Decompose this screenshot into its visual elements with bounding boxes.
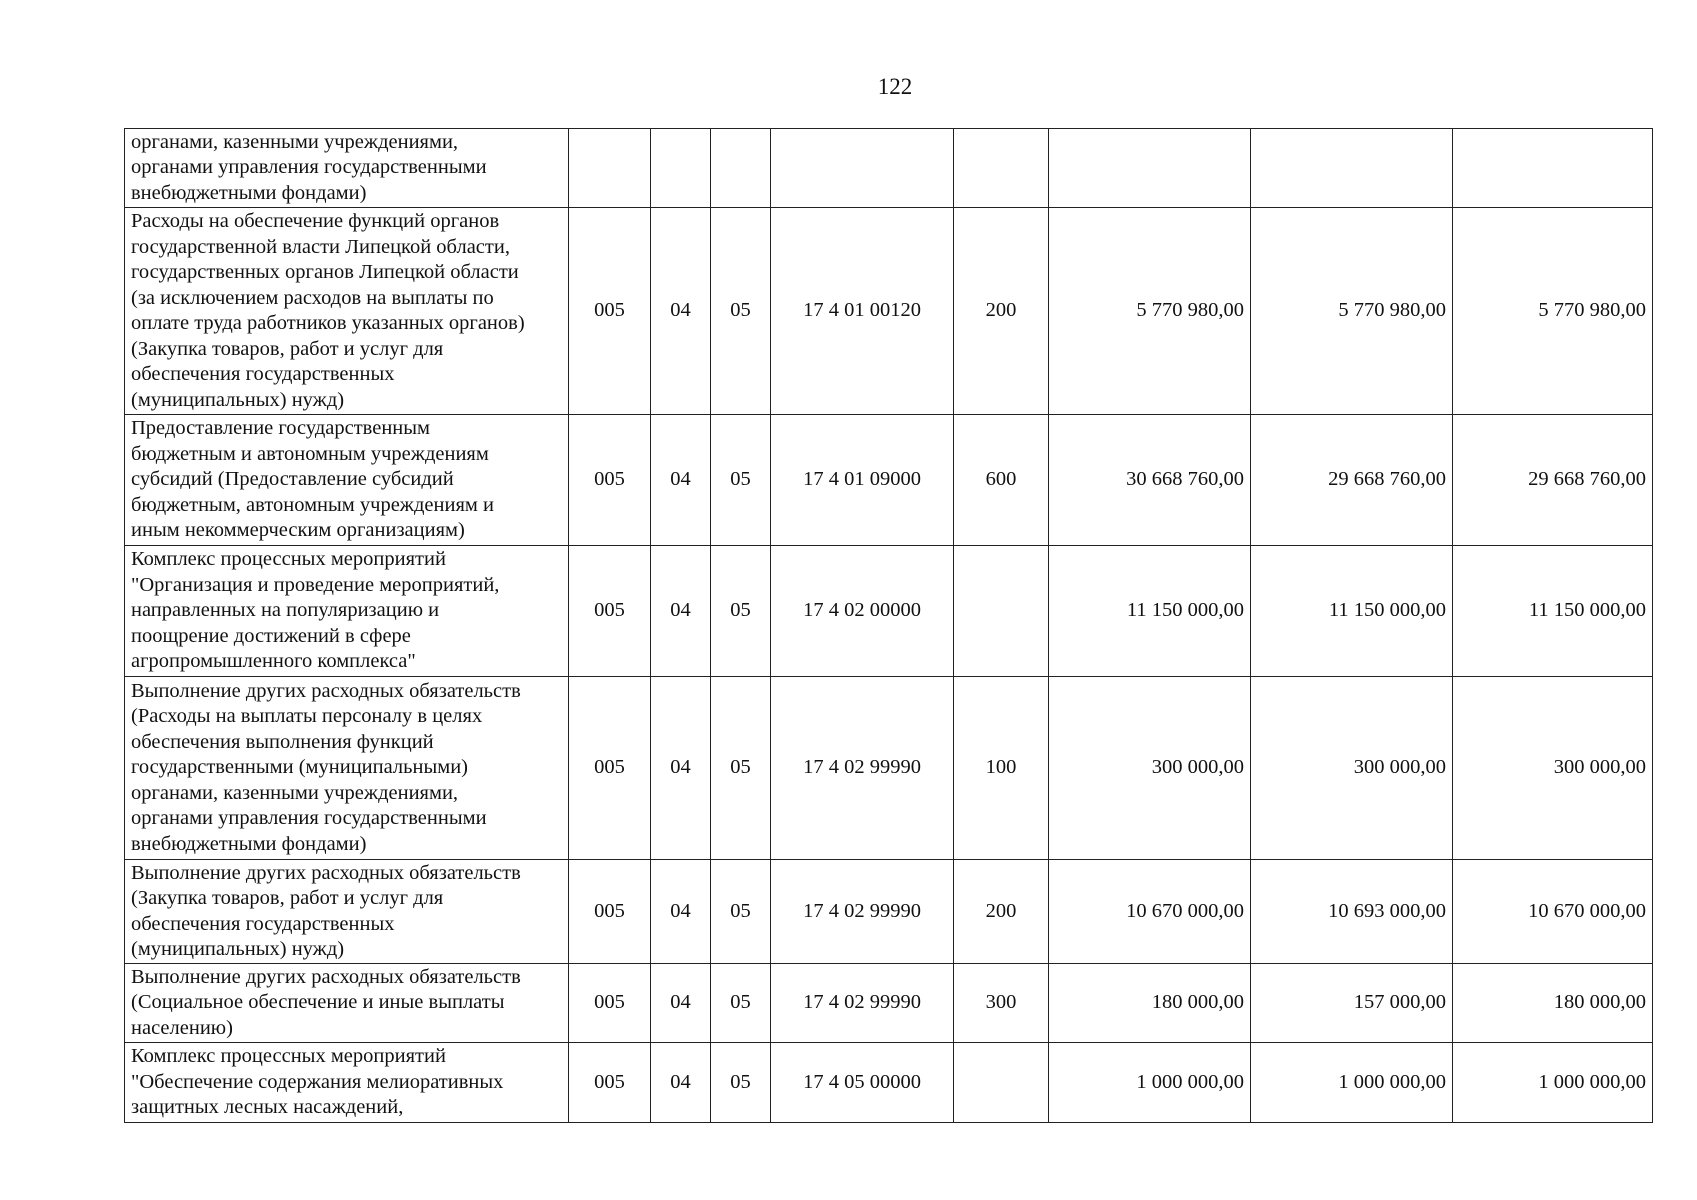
expense-type-cell: 300	[954, 964, 1049, 1043]
subsection-code-cell: 05	[711, 415, 771, 546]
amount-year3-cell	[1453, 129, 1653, 208]
table-row	[125, 964, 1653, 1043]
expense-type-cell	[954, 546, 1049, 677]
expense-type-cell	[954, 1043, 1049, 1123]
amount-year1-cell: 5 770 980,00	[1049, 208, 1251, 415]
amount-year2-cell: 5 770 980,00	[1251, 208, 1453, 415]
amount-year1-cell: 180 000,00	[1049, 964, 1251, 1043]
amount-year2-cell	[1251, 129, 1453, 208]
expense-name-cell: органами, казенными учреждениями, органами управления государственными внебюджетными фондами)	[125, 129, 569, 208]
amount-year3-cell: 11 150 000,00	[1453, 546, 1653, 677]
expense-name-cell: Комплекс процессных мероприятий "Организация и проведение мероприятий, направленных на популяризацию и поощрение достижений в сфере агропромышленного комплекса"	[125, 546, 569, 677]
grbs-code-cell	[569, 129, 651, 208]
expense-type-cell	[954, 129, 1049, 208]
expense-name-cell: Предоставление государственным бюджетным и автономным учреждениям субсидий (Предоставление субсидий бюджетным, автономным учреждениям и иным некоммерческим организациям)	[125, 415, 569, 546]
expense-name-cell: Расходы на обеспечение функций органов государственной власти Липецкой области, государственных органов Липецкой области (за исключением расходов на выплаты по оплате труда работников указанных органов) (Закупка товаров, работ и услуг для обеспечения государственных (муниципальных) нужд)	[125, 208, 569, 415]
expense-name-cell: Выполнение других расходных обязательств (Закупка товаров, работ и услуг для обеспечения государственных (муниципальных) нужд)	[125, 860, 569, 964]
subsection-code-cell: 05	[711, 860, 771, 964]
amount-year3-cell: 1 000 000,00	[1453, 1043, 1653, 1123]
expense-type-cell: 200	[954, 208, 1049, 415]
amount-year3-cell: 180 000,00	[1453, 964, 1653, 1043]
section-code-cell: 04	[651, 964, 711, 1043]
table-row	[125, 1043, 1653, 1123]
amount-year3-cell: 5 770 980,00	[1453, 208, 1653, 415]
section-code-cell: 04	[651, 546, 711, 677]
amount-year1-cell: 11 150 000,00	[1049, 546, 1251, 677]
table-row	[125, 677, 1653, 860]
expense-type-cell: 600	[954, 415, 1049, 546]
amount-year2-cell: 10 693 000,00	[1251, 860, 1453, 964]
table-row	[125, 546, 1653, 677]
amount-year1-cell: 10 670 000,00	[1049, 860, 1251, 964]
table-row	[125, 860, 1653, 964]
section-code-cell: 04	[651, 860, 711, 964]
subsection-code-cell: 05	[711, 546, 771, 677]
subsection-code-cell: 05	[711, 677, 771, 860]
page-number: 122	[877, 74, 913, 99]
grbs-code-cell: 005	[569, 964, 651, 1043]
grbs-code-cell: 005	[569, 208, 651, 415]
expense-type-cell: 100	[954, 677, 1049, 860]
target-article-cell: 17 4 05 00000	[771, 1043, 954, 1123]
section-code-cell: 04	[651, 415, 711, 546]
grbs-code-cell: 005	[569, 1043, 651, 1123]
expense-name-cell: Комплекс процессных мероприятий "Обеспечение содержания мелиоративных защитных лесных насаждений,	[125, 1043, 569, 1123]
target-article-cell	[771, 129, 954, 208]
section-code-cell: 04	[651, 1043, 711, 1123]
grbs-code-cell: 005	[569, 415, 651, 546]
amount-year3-cell: 10 670 000,00	[1453, 860, 1653, 964]
amount-year2-cell: 157 000,00	[1251, 964, 1453, 1043]
amount-year2-cell: 1 000 000,00	[1251, 1043, 1453, 1123]
subsection-code-cell	[711, 129, 771, 208]
amount-year1-cell: 30 668 760,00	[1049, 415, 1251, 546]
amount-year1-cell	[1049, 129, 1251, 208]
expense-type-cell: 200	[954, 860, 1049, 964]
grbs-code-cell: 005	[569, 546, 651, 677]
target-article-cell: 17 4 01 00120	[771, 208, 954, 415]
table-row	[125, 208, 1653, 415]
amount-year1-cell: 300 000,00	[1049, 677, 1251, 860]
amount-year1-cell: 1 000 000,00	[1049, 1043, 1251, 1123]
grbs-code-cell: 005	[569, 860, 651, 964]
target-article-cell: 17 4 01 09000	[771, 415, 954, 546]
table-row	[125, 415, 1653, 546]
amount-year2-cell: 300 000,00	[1251, 677, 1453, 860]
grbs-code-cell: 005	[569, 677, 651, 860]
budget-table	[124, 128, 1653, 1123]
target-article-cell: 17 4 02 99990	[771, 964, 954, 1043]
section-code-cell: 04	[651, 208, 711, 415]
amount-year2-cell: 29 668 760,00	[1251, 415, 1453, 546]
amount-year2-cell: 11 150 000,00	[1251, 546, 1453, 677]
amount-year3-cell: 300 000,00	[1453, 677, 1653, 860]
expense-name-cell: Выполнение других расходных обязательств (Расходы на выплаты персоналу в целях обеспечения выполнения функций государственными (муниципальными) органами, казенными учреждениями, органами управления государственными внебюджетными фондами)	[125, 677, 569, 860]
table-row	[125, 129, 1653, 208]
subsection-code-cell: 05	[711, 1043, 771, 1123]
subsection-code-cell: 05	[711, 964, 771, 1043]
subsection-code-cell: 05	[711, 208, 771, 415]
section-code-cell: 04	[651, 677, 711, 860]
section-code-cell	[651, 129, 711, 208]
target-article-cell: 17 4 02 00000	[771, 546, 954, 677]
target-article-cell: 17 4 02 99990	[771, 860, 954, 964]
amount-year3-cell: 29 668 760,00	[1453, 415, 1653, 546]
target-article-cell: 17 4 02 99990	[771, 677, 954, 860]
expense-name-cell: Выполнение других расходных обязательств (Социальное обеспечение и иные выплаты населению)	[125, 964, 569, 1043]
